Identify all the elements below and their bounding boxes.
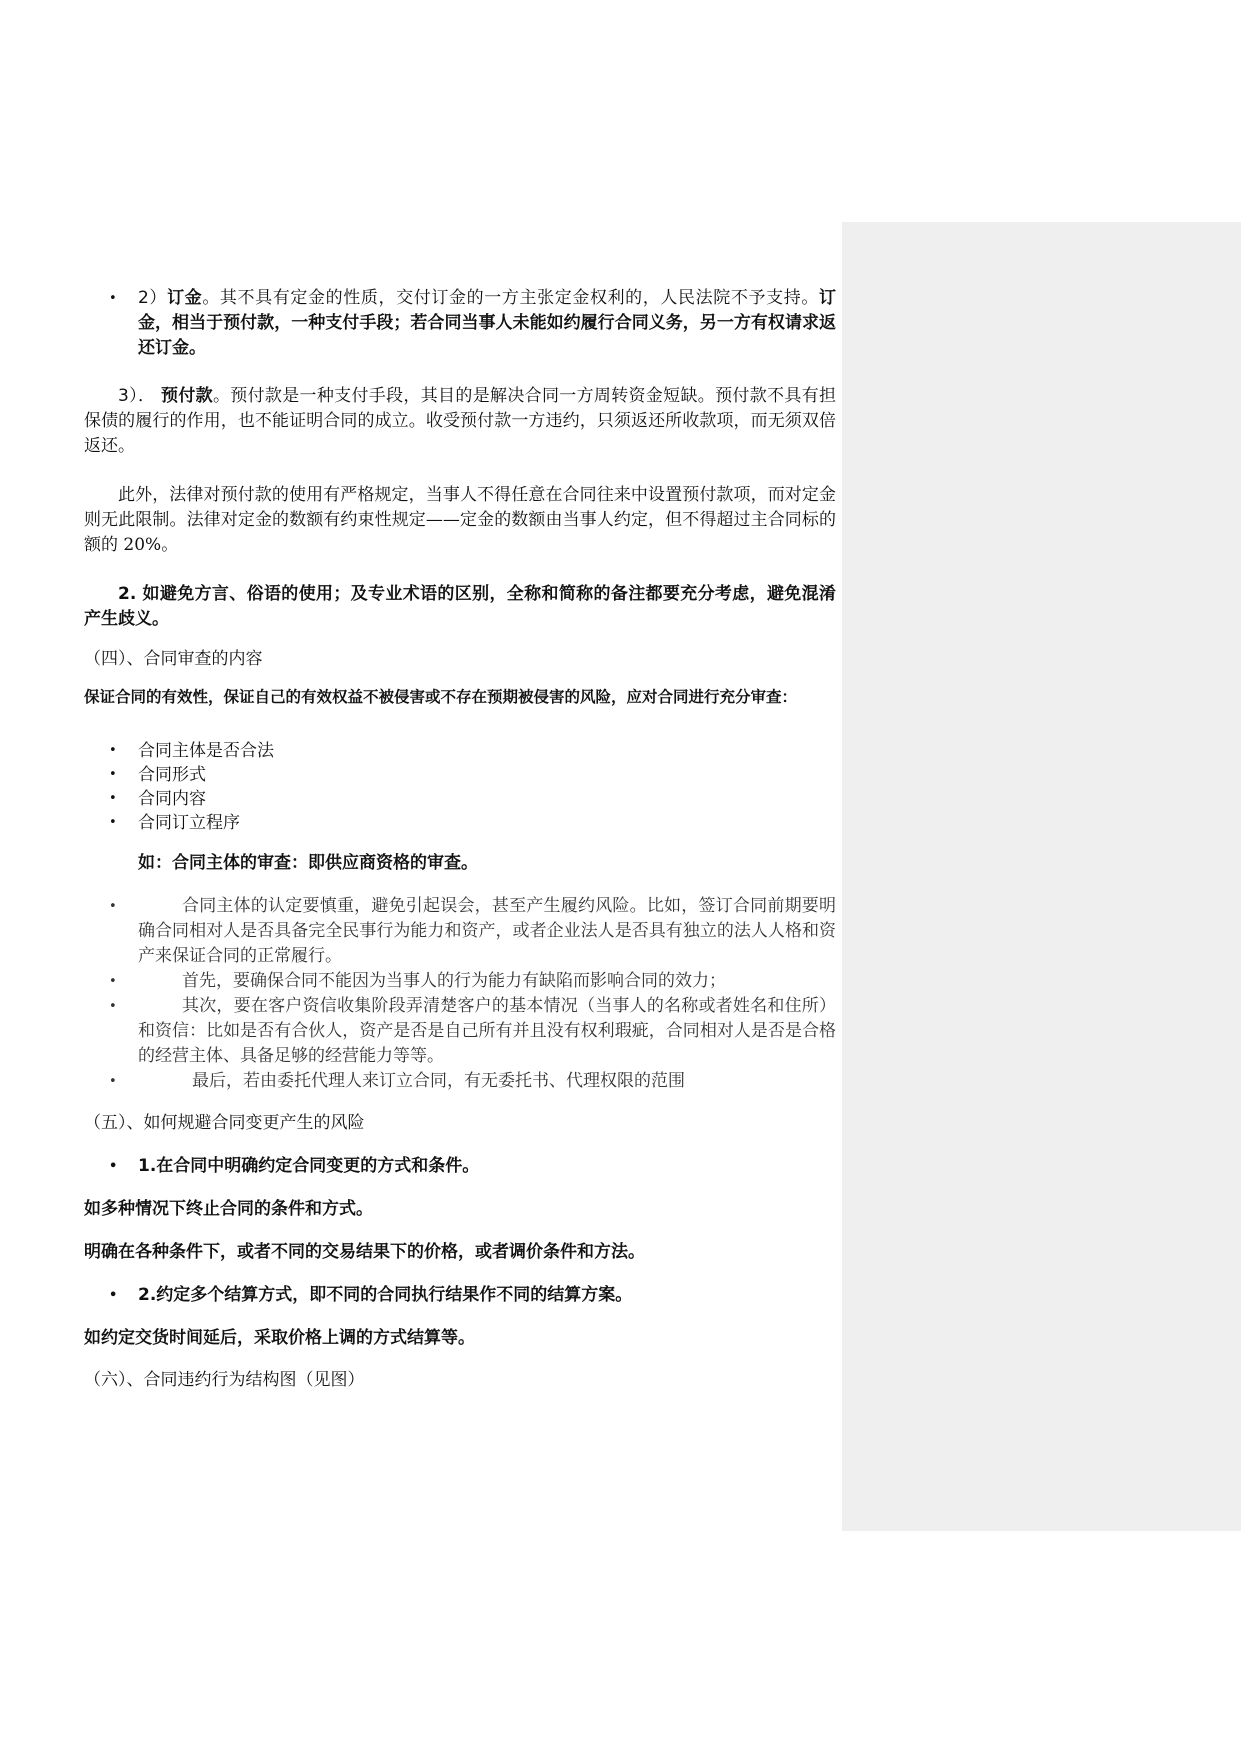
bullet-icon: •	[109, 899, 117, 914]
change-note-1a: 如多种情况下终止合同的条件和方式。	[84, 1199, 373, 1219]
prepayment-prefix: 3）．	[118, 386, 156, 406]
bullet-icon: •	[109, 999, 117, 1014]
bullet-icon: •	[109, 1288, 118, 1303]
deposit-item-emphasis: 订金，相当于预付款，一种支付手段；若合同当事人未能如约履行合同义务，另一方有权请求返还订金。	[138, 288, 837, 358]
review-intro: 保证合同的有效性，保证自己的有效权益不被侵害或不存在预期被侵害的风险，应对合同进行充分审查：	[84, 688, 798, 706]
section-heading-5: （五）、如何规避合同变更产生的风险	[84, 1113, 365, 1133]
deposit-item-prefix: 2）	[138, 288, 168, 308]
detail-text: 合同主体的认定要慎重，避免引起误会，甚至产生履约风险。比如，签订合同前期要明确合同相对人是否具备完全民事行为能力和资产，或者企业法人是否具有独立的法人人格和资产来保证合同的正常履行。	[138, 896, 836, 966]
list-item	[84, 787, 836, 811]
list-item-label: 合同主体是否合法	[138, 741, 274, 761]
detail-text: 最后，若由委托代理人来订立合同，有无委托书、代理权限的范围	[192, 1071, 685, 1091]
example-line: 如：合同主体的审查：即供应商资格的审查。	[138, 853, 478, 873]
list-item-label: 合同订立程序	[138, 813, 240, 833]
change-item-1	[84, 1154, 836, 1179]
bullet-icon: •	[109, 743, 117, 758]
change-item-2	[84, 1283, 836, 1308]
prepayment-paragraph	[84, 384, 836, 459]
prepayment-text: 。预付款是一种支付手段，其目的是解决合同一方周转资金短缺。预付款不具有担保债的履行的作用，也不能证明合同的成立。收受预付款一方违约，只须返还所收款项，而无须双倍返还。	[84, 386, 837, 456]
detail-text: 其次，要在客户资信收集阶段弄清楚客户的基本情况（当事人的名称或者姓名和住所）和资信：比如是否有合伙人，资产是否是自己所有并且没有权利瑕疵，合同相对人是否是合格的经营主体、具备足够的经营能力等等。	[138, 996, 836, 1066]
deposit-item-term: 订金	[167, 288, 203, 308]
bullet-icon: •	[109, 1159, 118, 1174]
bullet-icon: •	[109, 815, 117, 830]
detail-list	[84, 894, 836, 1094]
list-item	[84, 763, 836, 787]
bullet-icon: •	[109, 974, 117, 989]
list-item	[84, 811, 836, 835]
change-item-1-text: 1.在合同中明确约定合同变更的方式和条件。	[138, 1156, 480, 1176]
bullet-icon: •	[109, 791, 117, 806]
change-item-2-text: 2.约定多个结算方式，即不同的合同执行结果作不同的结算方案。	[138, 1285, 633, 1305]
deposit-item-text: 。其不具有定金的性质，交付订金的一方主张定金权利的，人民法院不予支持。	[202, 288, 820, 308]
change-note-2a: 如约定交货时间延后，采取价格上调的方式结算等。	[84, 1328, 475, 1348]
list-item	[84, 894, 836, 969]
list-item-label: 合同内容	[138, 789, 206, 809]
terminology-paragraph: 2. 如避免方言、俗语的使用；及专业术语的区别，全称和简称的备注都要充分考虑，避免混淆产生歧义。	[84, 584, 836, 629]
bullet-icon: •	[109, 291, 117, 306]
list-item	[84, 969, 836, 994]
list-item-label: 合同形式	[138, 765, 206, 785]
list-item	[84, 994, 836, 1069]
prepayment-term: 预付款	[161, 386, 213, 406]
comment-pane	[842, 222, 1241, 1531]
review-list	[84, 739, 836, 835]
list-item	[84, 739, 836, 763]
list-item	[84, 1069, 836, 1094]
detail-text: 首先，要确保合同不能因为当事人的行为能力有缺陷而影响合同的效力；	[182, 971, 726, 991]
document-body	[84, 286, 836, 1393]
section-heading-6: （六）、合同违约行为结构图（见图）	[84, 1370, 365, 1390]
law-paragraph: 此外，法律对预付款的使用有严格规定，当事人不得任意在合同往来中设置预付款项，而对定金则无此限制。法律对定金的数额有约束性规定——定金的数额由当事人约定，但不得超过主合同标的额的 20%。	[84, 485, 836, 555]
change-note-1b: 明确在各种条件下，或者不同的交易结果下的价格，或者调价条件和方法。	[84, 1242, 645, 1262]
bullet-icon: •	[109, 767, 117, 782]
bullet-icon: •	[109, 1074, 117, 1089]
section-heading-4: （四）、合同审查的内容	[84, 649, 263, 669]
deposit-item	[84, 286, 836, 361]
